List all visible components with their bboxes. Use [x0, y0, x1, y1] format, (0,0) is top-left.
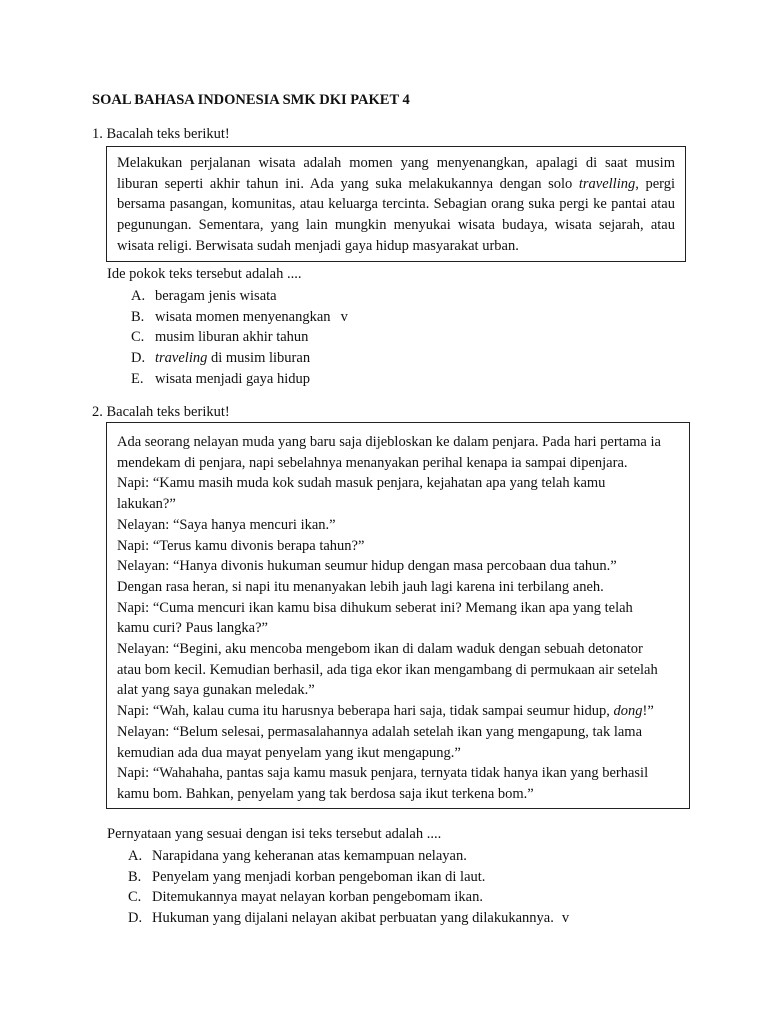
option-text: di musim liburan [207, 350, 311, 367]
option-text: wisata menjadi gaya hidup [155, 370, 311, 387]
option-text: Ditemukannya mayat nelayan korban pengebomam ikan. [152, 889, 483, 906]
passage-line-part: !” [642, 703, 654, 720]
option-text: Narapidana yang keheranan atas kemampuan nelayan. [152, 848, 467, 864]
question-1-options [131, 286, 348, 389]
question-2-passage-box [106, 422, 690, 809]
passage-line: Nelayan: “Begini, aku mencoba mengebom ikan di dalam waduk dengan sebuah detonator [117, 641, 643, 658]
passage-line: mendekam di penjara, napi sebelahnya menanyakan perihal kenapa ia sampai dipenjara. [117, 454, 628, 471]
option-d[interactable] [128, 908, 569, 929]
question-1-instruction: 1. Bacalah teks berikut! [92, 126, 230, 142]
passage-1-part-1: Melakukan perjalanan wisata adalah momen yang menyenangkan, apalagi di saat musim liburan seperti akhir tahun ini. Ada yang suka melakukannya dengan solo [117, 155, 675, 192]
option-c[interactable] [131, 327, 348, 348]
option-letter: B. [128, 868, 142, 885]
option-text: Penyelam yang menjadi korban pengeboman ikan di laut. [152, 868, 486, 885]
option-letter: D. [128, 910, 143, 927]
option-italic-term: traveling [155, 350, 208, 367]
option-letter: A. [131, 288, 146, 304]
passage-line: alat yang saya gunakan meledak.” [117, 682, 315, 699]
option-text: musim liburan akhir tahun [155, 329, 309, 346]
question-2-stem: Pernyataan yang sesuai dengan isi teks tersebut adalah .... [107, 826, 442, 842]
passage-line: kamu curi? Paus langka?” [117, 620, 268, 637]
passage-italic-term: dong [613, 703, 643, 720]
question-1-stem: Ide pokok teks tersebut adalah .... [107, 266, 302, 282]
option-a[interactable] [131, 286, 348, 307]
answer-mark: v [340, 308, 348, 325]
passage-line: Dengan rasa heran, si napi itu menanyakan lebih jauh lagi karena ini terbilang aneh. [117, 578, 604, 595]
option-e[interactable] [131, 369, 348, 390]
passage-line [117, 701, 679, 722]
question-2-passage [117, 432, 679, 805]
page-title: SOAL BAHASA INDONESIA SMK DKI PAKET 4 [92, 92, 410, 108]
option-letter: C. [131, 329, 145, 346]
passage-line: Napi: “Terus kamu divonis berapa tahun?” [117, 537, 365, 554]
option-letter: D. [131, 350, 146, 367]
option-letter: B. [131, 308, 145, 325]
passage-line: Napi: “Cuma mencuri ikan kamu bisa dihukum seberat ini? Memang ikan apa yang telah [117, 599, 633, 616]
question-1-passage [117, 153, 675, 257]
option-text: beragam jenis wisata [155, 288, 277, 304]
passage-line: Nelayan: “Hanya divonis hukuman seumur hidup dengan masa percobaan dua tahun.” [117, 558, 617, 575]
passage-line: Nelayan: “Belum selesai, permasalahannya adalah setelah ikan yang mengapung, tak lama [117, 723, 643, 740]
option-letter: A. [128, 848, 143, 864]
passage-line: Nelayan: “Saya hanya mencuri ikan.” [117, 516, 336, 533]
option-d[interactable] [131, 348, 348, 369]
question-2-instruction: 2. Bacalah teks berikut! [92, 404, 230, 420]
passage-line: Napi: “Wahahaha, pantas saja kamu masuk penjara, ternyata tidak hanya ikan yang berhasil [117, 765, 649, 782]
passage-line: kamu bom. Bahkan, penyelam yang tak berdosa saja ikut terkena bom.” [117, 785, 534, 802]
question-1-passage-box [106, 146, 686, 262]
option-text: wisata momen menyenangkan [155, 308, 331, 325]
question-2-options [128, 846, 569, 929]
answer-mark: v [561, 910, 570, 927]
passage-line-part: Napi: “Wah, kalau cuma itu harusnya beberapa hari saja, tidak sampai seumur hidup, [117, 703, 614, 720]
passage-line: lakukan?” [117, 496, 176, 513]
passage-1-italic-term: travelling [578, 175, 636, 192]
option-b[interactable] [131, 307, 348, 328]
passage-line: Ada seorang nelayan muda yang baru saja dijebloskan ke dalam penjara. Pada hari pertama ia [117, 434, 661, 450]
option-b[interactable] [128, 867, 569, 888]
option-letter: C. [128, 889, 142, 906]
option-c[interactable] [128, 887, 569, 908]
option-letter: E. [131, 370, 144, 387]
passage-line: atau bom kecil. Kemudian berhasil, ada tiga ekor ikan mengambang di permukaan air setelah [117, 661, 658, 678]
question-1-passage-text [117, 153, 675, 257]
passage-line: kemudian ada dua mayat penyelam yang ikut mengapung.” [117, 744, 461, 761]
option-text: Hukuman yang dijalani nelayan akibat perbuatan yang dilakukannya. [152, 910, 554, 927]
passage-1-part-2: , pergi bersama pasangan, komunitas, atau keluarga tercinta. Sebagian orang suka pergi ke pantai atau pegunungan. Sementara, yang lain mungkin menyukai wisata budaya, wisata sejarah, atau wisata religi. Berwisata sudah menjadi gaya hidup masyarakat urban. [117, 175, 675, 254]
option-a[interactable] [128, 846, 569, 867]
passage-line: Napi: “Kamu masih muda kok sudah masuk penjara, kejahatan apa yang telah kamu [117, 475, 606, 492]
